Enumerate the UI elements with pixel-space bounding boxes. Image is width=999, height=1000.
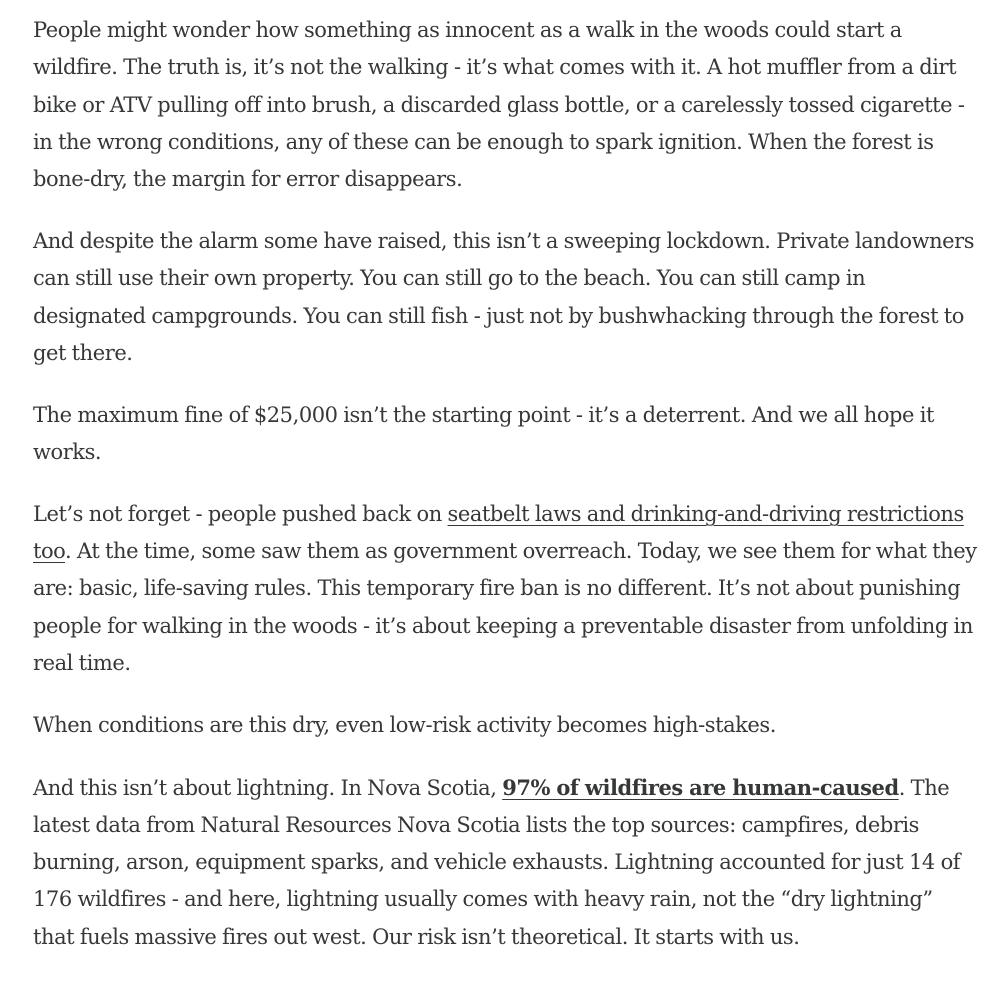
- paragraph-maximum-fine: The maximum fine of $25,000 isn’t the starting point - it’s a deterrent. And we all hope it works.: [33, 402, 935, 464]
- paragraph-lightning-text-end: . The latest data from Natural Resources Nova Scotia lists the top sources: campfires, debris burning, arson, equipment sparks, and vehicle exhausts. Lightning accounted for just 14 of 176 wildfires - and here, lightning usually comes with heavy rain, not the “dry lightning” that fuels massive fires out west. Our risk isn’t theoretical. It starts with us.: [33, 775, 961, 949]
- paragraph-pushback-text-end: . At the time, some saw them as government overreach. Today, we see them for what they are: basic, life-saving rules. This temporary fire ban is no different. It’s not about punishing people for walking in the woods - it’s about keeping a preventable disaster from unfolding in real time.: [33, 539, 977, 675]
- human-caused-wildfires-link[interactable]: 97% of wildfires are human-caused: [502, 774, 899, 800]
- seatbelt-laws-link[interactable]: seatbelt laws and drinking-and-driving restrictions too: [33, 501, 964, 564]
- paragraph-walk-in-woods: People might wonder how something as innocent as a walk in the woods could start a wildfire. The truth is, it’s not the walking - it’s what comes with it. A hot muffler from a dirt bike or ATV pulling off into brush, a discarded glass bottle, or a carelessly tossed cigarette - in the wrong conditions, any of these can be enough to spark ignition. When the forest is bone-dry, the margin for error disappears.: [33, 18, 965, 192]
- paragraph-lightning-text-start: And this isn’t about lightning. In Nova Scotia,: [33, 775, 503, 800]
- article-body: [33, 12, 978, 981]
- paragraph-pushback: [33, 496, 978, 682]
- paragraph-dry-conditions: When conditions are this dry, even low-risk activity becomes high-stakes.: [33, 712, 776, 737]
- paragraph-pushback-text-start: Let’s not forget - people pushed back on: [33, 501, 448, 526]
- paragraph-lightning: [33, 769, 978, 956]
- paragraph-not-lockdown: And despite the alarm some have raised, this isn’t a sweeping lockdown. Private landowners can still use their own property. You can still go to the beach. You can still camp in designated campgrounds. You can still fish - just not by bushwhacking through the forest to get there.: [33, 228, 975, 365]
